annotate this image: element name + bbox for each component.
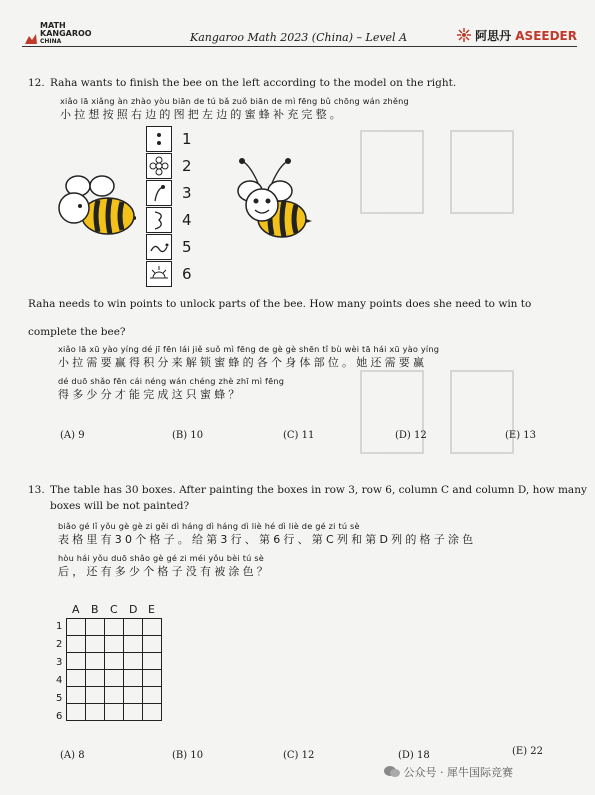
kangaroo-logo-icon (24, 32, 38, 46)
grid-cell[interactable] (124, 670, 143, 687)
grid-cell[interactable] (67, 653, 86, 670)
grid-cell[interactable] (105, 704, 124, 721)
header-divider (22, 46, 577, 47)
grid-cell[interactable] (86, 636, 105, 653)
brand-en: ASEEDER (515, 29, 577, 43)
q12-chinese-1: 小拉想按照右边的图把左边的蜜蜂补充完整。 (60, 108, 344, 121)
q12-option-b[interactable]: (B) 10 (172, 430, 204, 441)
grid-cell[interactable] (105, 670, 124, 687)
grid-cell[interactable] (124, 653, 143, 670)
row-label-5: 5 (56, 693, 63, 704)
q12-pinyin-1: xiǎo lā xiǎng àn zhào yòu biān de tú bǎ zuǒ biān de mì fēng bǔ chōng wán zhěng (60, 96, 409, 106)
q13-option-c[interactable]: (C) 12 (283, 750, 315, 761)
logo-line-2: KANGAROO (40, 29, 92, 38)
row-label-6: 6 (56, 711, 63, 722)
grid-row (67, 704, 162, 721)
grid-cell[interactable] (124, 704, 143, 721)
q12-text-2b: complete the bee? (28, 326, 126, 338)
model-part-6 (146, 261, 172, 287)
grid-cell[interactable] (143, 670, 162, 687)
grid-cell[interactable] (105, 636, 124, 653)
model-number-2: 2 (182, 157, 192, 175)
swirl-icon (147, 235, 171, 259)
watermark-text: 公众号 · 犀牛国际竞赛 (403, 766, 513, 779)
grid-cell[interactable] (124, 619, 143, 636)
grid-cell[interactable] (143, 636, 162, 653)
grid-cell[interactable] (67, 704, 86, 721)
row-label-4: 4 (56, 675, 63, 686)
grid-cell[interactable] (105, 619, 124, 636)
q12-text: Raha wants to finish the bee on the left according to the model on the right. (50, 77, 457, 89)
antenna-icon (147, 181, 171, 205)
model-number-4: 4 (182, 211, 192, 229)
grid-cell[interactable] (67, 670, 86, 687)
q13-chinese-2: 后，还有多少个格子没有被涂色？ (58, 565, 271, 578)
wechat-icon (384, 765, 400, 778)
q12-option-e[interactable]: (E) 13 (505, 430, 537, 441)
col-label-a: A (72, 603, 80, 616)
grid-cell[interactable] (86, 687, 105, 704)
grid-cell[interactable] (143, 653, 162, 670)
grid-cell[interactable] (67, 636, 86, 653)
question-grid (66, 618, 162, 721)
q13-text-2: boxes will be not painted? (50, 500, 190, 512)
q12-chinese-3: 得多少分才能完成这只蜜蜂？ (58, 388, 243, 401)
brand-cn: 阿思丹 (475, 29, 512, 43)
q12-option-d[interactable]: (D) 12 (395, 430, 427, 441)
grid-cell[interactable] (143, 687, 162, 704)
q12-text-2a: Raha needs to win points to unlock parts of the bee. How many points does she need to win to (28, 298, 532, 310)
row-label-2: 2 (56, 639, 63, 650)
col-label-d: D (129, 603, 138, 616)
q12-option-a[interactable]: (A) 9 (60, 430, 85, 441)
grid-row (67, 670, 162, 687)
model-number-6: 6 (182, 265, 192, 283)
grid-cell[interactable] (86, 619, 105, 636)
q13-chinese-1: 表格里有30个格子。给第3行、第6行、第C列和第D列的格子涂色 (58, 533, 477, 546)
grid-cell[interactable] (124, 687, 143, 704)
grid-row (67, 687, 162, 704)
grid-row (67, 619, 162, 636)
q13-pinyin-1: biǎo gé lǐ yǒu gè gè zi gěi dì háng dì háng dì liè hé dì liè de gé zi tú sè (58, 521, 360, 531)
complete-bee-illustration (228, 155, 318, 243)
model-number-1: 1 (182, 130, 192, 148)
grid-cell[interactable] (86, 670, 105, 687)
model-part-3 (146, 180, 172, 206)
row-label-3: 3 (56, 657, 63, 668)
page-header-title: Kangaroo Math 2023 (China) – Level A (190, 31, 408, 44)
col-label-b: B (91, 603, 99, 616)
grid-cell[interactable] (143, 619, 162, 636)
model-part-1 (146, 126, 172, 152)
logo-line-1: MATH (40, 21, 66, 30)
grid-cell[interactable] (105, 653, 124, 670)
model-number-5: 5 (182, 238, 192, 256)
bleed-through (320, 120, 570, 450)
grid-cell[interactable] (105, 687, 124, 704)
aseeder-brand (457, 27, 577, 44)
dot-icon (147, 127, 171, 151)
incomplete-bee-illustration (46, 168, 136, 243)
grid-cell[interactable] (143, 704, 162, 721)
wing-curve-icon (147, 208, 171, 232)
col-label-e: E (148, 603, 155, 616)
q13-option-d[interactable]: (D) 18 (398, 750, 430, 761)
q12-pinyin-3: dé duō shǎo fēn cái néng wán chéng zhè zhī mì fēng (58, 376, 285, 386)
grid-cell[interactable] (67, 687, 86, 704)
model-part-5 (146, 234, 172, 260)
model-part-2 (146, 153, 172, 179)
col-label-c: C (110, 603, 118, 616)
logo-line-3: CHINA (40, 38, 62, 45)
row-label-1: 1 (56, 621, 63, 632)
q13-number: 13. (28, 484, 45, 496)
q12-number: 12. (28, 77, 45, 89)
grid-row (67, 653, 162, 670)
grid-cell[interactable] (67, 619, 86, 636)
model-part-4 (146, 207, 172, 233)
sun-icon (147, 262, 171, 286)
q13-pinyin-2: hòu hái yǒu duō shǎo gè gé zi méi yǒu bèi tú sè (58, 553, 265, 563)
q12-option-c[interactable]: (C) 11 (283, 430, 315, 441)
grid-cell[interactable] (86, 653, 105, 670)
q12-chinese-2: 小拉需要赢得积分来解锁蜜蜂的各个身体部位。她还需要赢 (58, 356, 428, 369)
grid-cell[interactable] (124, 636, 143, 653)
q12-pinyin-2: xiǎo lā xū yào yíng dé jī fēn lái jiě suǒ mì fēng de gè gè shēn tǐ bù wèi tā hái xū yào yíng (58, 344, 440, 354)
flower-icon (147, 154, 171, 178)
q13-option-b[interactable]: (B) 10 (172, 750, 204, 761)
q13-option-e[interactable]: (E) 22 (512, 746, 544, 757)
aseeder-logo-icon (457, 28, 471, 42)
wechat-watermark (384, 764, 513, 780)
grid-row (67, 636, 162, 653)
model-number-3: 3 (182, 184, 192, 202)
q13-option-a[interactable]: (A) 8 (60, 750, 85, 761)
q13-text-1: The table has 30 boxes. After painting the boxes in row 3, row 6, column C and column D, how many (50, 484, 587, 496)
grid-cell[interactable] (86, 704, 105, 721)
